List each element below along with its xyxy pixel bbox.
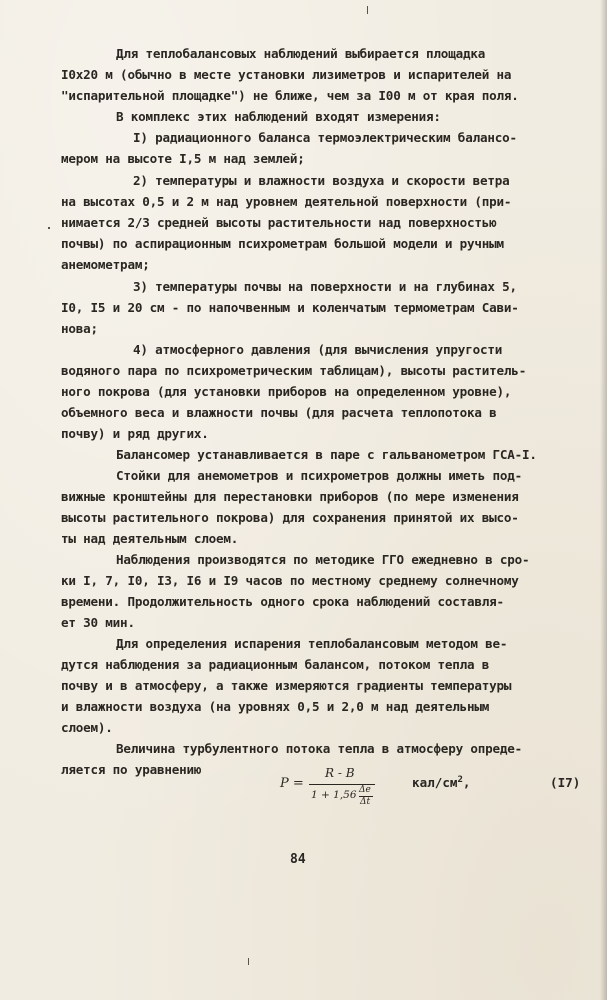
text-line: Балансомер устанавливается в паре с гальванометром ГСА-I. [116, 447, 537, 462]
units-exponent: 2 [457, 775, 463, 785]
text-line: Наблюдения производятся по методике ГГО ежедневно в сро- [116, 552, 530, 567]
formula-delta-e: Δe [359, 785, 371, 795]
text-line: дутся наблюдения за радиационным балансом, потоком тепла в [61, 657, 490, 672]
formula-units [412, 775, 471, 790]
units-tail: , [462, 775, 471, 791]
text-line: Для теплобалансовых наблюдений выбирается площадка [116, 46, 486, 61]
text-line: ты над деятельным слоем. [61, 531, 239, 546]
text-line: мером на высоте I,5 м над землей; [61, 151, 305, 166]
formula-delta-t: Δt [360, 797, 371, 807]
text-line: 2) температуры и влажности воздуха и скорости ветра [133, 173, 510, 188]
text-line: "испарительной площадке") не ближе, чем за I00 м от края поля. [61, 88, 519, 103]
text-line: ет 30 мин. [61, 615, 135, 630]
equation-17 [280, 765, 600, 815]
text-line: нова; [61, 321, 98, 336]
text-line: почву и в атмосферу, а также измеряются градиенты температуры [61, 678, 512, 693]
equation-number: (I7) [550, 775, 581, 790]
text-line: I0х20 м (обычно в месте установки лизиметров и испарителей на [61, 67, 512, 82]
text-line: I) радиационного баланса термоэлектрическим балансо- [133, 130, 517, 145]
text-line: вижные кронштейны для перестановки приборов (по мере изменения [61, 489, 519, 504]
text-line: ляется по уравнению [61, 762, 202, 777]
text-line: времени. Продолжительность одного срока наблюдений составля- [61, 594, 504, 609]
formula-numerator: R - B [325, 766, 355, 780]
top-ink-mark [367, 6, 368, 14]
text-line: 4) атмосферного давления (для вычисления упругости [133, 342, 503, 357]
text-line: нимается 2/3 средней высоты растительности над поверхностью [61, 215, 497, 230]
text-line: I0, I5 и 20 см - по напочвенным и коленчатым термометрам Сави- [61, 300, 519, 315]
text-line: 3) температуры почвы на поверхности и на глубинах 5, [133, 279, 517, 294]
page-number: 84 [290, 852, 306, 867]
text-line: ного покрова (для установки приборов на определенном уровне), [61, 384, 512, 399]
text-line: анемометрам; [61, 257, 150, 272]
text-line: объемного веса и влажности почвы (для расчета теплопотока в [61, 405, 497, 420]
text-line: почвы) по аспирационным психрометрам большой модели и ручным [61, 236, 504, 251]
text-line: на высотах 0,5 и 2 м над уровнем деятельной поверхности (при- [61, 194, 512, 209]
formula-lhs: P = [280, 776, 304, 791]
units-base: кал/см [412, 775, 458, 791]
text-line: и влажности воздуха (на уровнях 0,5 и 2,0 м над деятельным [61, 699, 490, 714]
bottom-ink-mark [248, 958, 249, 965]
text-line: Для определения испарения теплобалансовым методом ве- [116, 636, 508, 651]
text-line: ки I, 7, I0, I3, I6 и I9 часов по местному среднему солнечному [61, 573, 519, 588]
text-line: Величина турбулентного потока тепла в атмосферу опреде- [116, 741, 523, 756]
text-line: почву) и ряд других. [61, 426, 209, 441]
formula-denominator: 1 + 1,56 [311, 789, 357, 801]
text-line: слоем). [61, 720, 113, 735]
margin-ink-dot [48, 227, 50, 229]
text-line: В комплекс этих наблюдений входят измерения: [116, 109, 441, 124]
page-edge-shadow [600, 0, 607, 1000]
text-line: водяного пара по психрометрическим таблицам), высоты раститель- [61, 363, 527, 378]
text-line: высоты растительного покрова) для сохранения принятой их высо- [61, 510, 519, 525]
text-line: Стойки для анемометров и психрометров должны иметь под- [116, 468, 523, 483]
